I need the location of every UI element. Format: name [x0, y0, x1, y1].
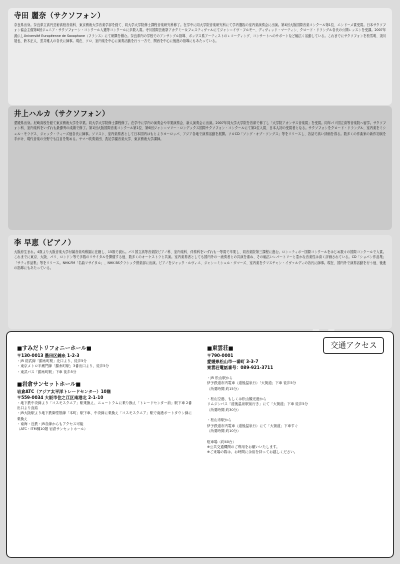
- venue-address: 岩倉ATC（アジア太平洋トレードセンター）10階: [17, 388, 111, 394]
- venue-note: ・松山市駅から: [207, 418, 232, 423]
- venue-note: （所要時間 約30分）: [207, 407, 241, 412]
- venue-note: （所要時間 約15分）: [207, 386, 241, 391]
- bio-text: 大阪府生まれ。4歳より大阪音楽大学付属音楽幼稚園に在籍し、15歳で渡仏。パリ国立高等音楽院ピアノ科、室内楽科、伴奏科をいずれも一等賞で卒業し、同音楽院第三課程に進む。ロン＝ティボー国際コンクールをはじめ数々の国際コンクールで入賞。これまでに東京、大阪、パリ、ロンドン等で多数のリサイタルを開催する他、数多くのオーケストラと共演。室内楽奏者としても国内外の一流奏者との共演を重ね、その幅広いレパートリーと豊かな音楽性は高く評価されている。CD「ショパン作品集」「サティ作品集」等をリリース。NHK-FM「名曲リサイタル」、NHK BSクラシック倶楽部に出演。ピアノをジャック・ルヴィエ、ジャン＝ミシェル・ダマーズ、室内楽をクリスチャン・イヴァルディの各氏に師事。現在、国内外で演奏活動を行う他、後進の指導にもあたっている。: [14, 250, 386, 270]
- venue-note: ・JR 総武線「錦糸町駅」北口より、徒歩5分: [17, 359, 87, 363]
- bio-heading: 井上ハルカ（サクソフォン）: [14, 109, 110, 118]
- bio-heading: 李 早恵（ピアノ）: [14, 238, 76, 247]
- bio-text: 愛媛県出身。尼崎高校を経て東京藝術大学を卒業。同大学大学院修士課程修了。在学中に学内の演奏会や卒業演奏会、新人演奏会に出演。2007年同大学大学院を首席で修了し「大学院アカンサス音楽賞」を受賞。同年パリ国立高等音楽院へ留学。サクソフォン科、室内楽科をいずれも最優秀の成績で修了。第1回大阪国際音楽コンクール第1位、第6回ジャン＝マリー・ロンデックス国際サクソフォン・コンクールにて第2位入賞、日本人初の受賞者となる。サクソフォンをクロード・ドラングル、室内楽をミシェル・モラゲス、ジャック・ティーズ他各氏に師事。ソリスト、室内楽奏者として日本国内はもとよりヨーロッパ、アジア各地で演奏活動を展開。ソロCD「ソング・オブ・ソングス」等をリリースし、各誌で高い評価を得る。数多くの作曲家の新作初演を手がけ、現代音楽の分野でも注目を集める。ヤマハ吹奏楽団、洗足学園音楽大学、東京藝術大学講師。: [14, 121, 386, 141]
- venue-note: 伊予鉄道市内電車（道後温泉行）「大街道」下車 徒歩5分: [207, 381, 297, 386]
- venue-address: 愛媛県松山市一番町 3-3-7: [207, 359, 259, 364]
- venue-sumida: [17, 344, 193, 375]
- venue-note: ・東京メトロ半蔵門線「錦糸町駅」3番出口より、徒歩5分: [17, 364, 109, 369]
- venue-note: （ATC・ITM棟10階 岩倉サンセットホール）: [17, 427, 88, 432]
- bio-heading: 寺田 麗奈（サクソフォン）: [14, 11, 105, 20]
- venue-column-left: [17, 344, 193, 433]
- venue-phone: 東雲荘電話番号：089-921-3711: [207, 365, 274, 370]
- venue-note: 伊予鉄道市内電車（道後温泉行）にて「大街道」下車すぐ: [207, 423, 298, 428]
- venue-title: ■すみだトリフォニーホール■: [17, 346, 92, 352]
- venue-shinonomeso: [207, 344, 387, 455]
- venue-note: 駐車場（約40台）: [207, 439, 236, 444]
- venue-address: 〒130-0013 墨田区錦糸 1-2-3: [17, 353, 80, 358]
- venue-title: ■東雲荘■: [207, 346, 234, 352]
- venue-note: ・JR 松山駅から: [207, 376, 233, 380]
- venue-note: リムジンバス「道後温泉駅前行き」にて「大街道」下車 徒歩5分: [207, 402, 309, 407]
- venue-iwakura: [17, 380, 193, 433]
- bio-text: 奈良県出身。奈良県立高円芸術高校音楽科、東京藝術大学音楽学部を経て、同大学大学院修士課程音楽研究科修了。在学中に同大学院音楽研究科にて学内選抜の室内楽演奏会に出演。第4回大阪国際音楽コンクール第1位、エンドーメ賞受賞。日本サクソフォン協会主催第8回ジュニア・サクソフォーン・コンクール入選等コンクールに多数入賞。寺川国際芸術祭アカデミー＆フェスティヴァルにてジャン＝イヴ・フルモー、ディヴィッド・マーティン、クロード・ドラングル各氏の公開レッスンを受講。2007年渡仏しUniversité Européenne de Saxophone（フランス）にて研鑽を積む。奈良県内の学校でのアンサンブル指導、ポップス系アーティストのレコーディング、コンサートへのサポートなど幅広く活動している。これまでにサクソフォンを松雪明、須川展也、鈴木正人、雲井雅人の各氏に師事。現在、ソロ、室内楽を中心に演奏活動を行う一方で、関西を中心に後進の指導にもあたっている。: [14, 23, 386, 43]
- venue-access-box: [6, 331, 394, 558]
- venue-title: ■岩倉サンセットホール■: [17, 381, 81, 388]
- venue-note: ・地下鉄中央線より「コスモスクエア」駅乗換え、ニュートラムに乗り換え「トレードセンター前」駅下車 2番出口より直結: [17, 400, 192, 411]
- bio-lee: [8, 235, 392, 329]
- venue-note: ※ご来場の際は、お時間に余裕を持ってお越しください。: [207, 450, 298, 455]
- venue-address: 〒559-0034 大阪市住之江区南港北 2-1-10: [17, 394, 104, 400]
- venue-note: ・松山空港、もしくは松山観光港から: [207, 397, 267, 402]
- venue-note: ・東武バス「錦糸町駅」下車 徒歩5分: [17, 369, 77, 374]
- access-badge: 交通アクセス: [323, 337, 384, 354]
- bio-inoue: [8, 106, 392, 230]
- venue-note: ※公共交通機関のご利用をお願いいたします。: [207, 444, 280, 449]
- venue-postal: 〒790-0001: [207, 353, 234, 358]
- venue-column-right: [207, 344, 387, 455]
- venue-note: ・南海・近鉄・JR各線からもアクセス可能: [17, 422, 84, 427]
- venue-note: ・JR大阪駅より地下鉄御堂筋線「本町」駅下車、中央線に乗換え「コスモスクエア」駅で南港ポートタウン線に乗換え: [17, 411, 192, 421]
- venue-note: （所要時間 約10分）: [207, 428, 241, 433]
- bio-terada: [8, 8, 392, 105]
